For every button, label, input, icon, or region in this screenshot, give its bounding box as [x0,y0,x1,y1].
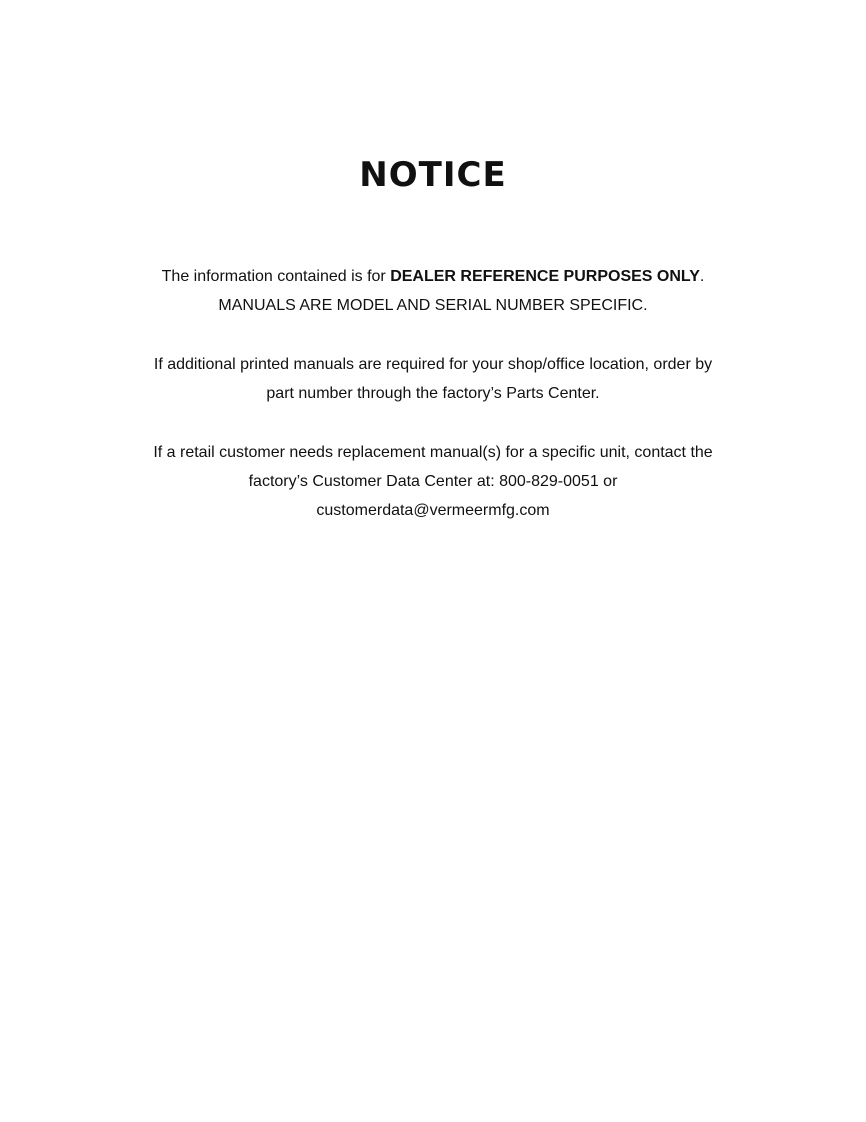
retail-customer-line-1: If a retail customer needs replacement manual(s) for a specific unit, contact the [153,444,713,461]
customer-data-email: customerdata@vermeermfg.com [316,502,550,519]
additional-manuals-line-2: part number through the factory’s Parts Center. [266,385,600,402]
dealer-reference-paragraph [100,262,766,320]
dealer-reference-prefix: The information contained is for [161,268,391,285]
page-title: NOTICE [359,155,507,195]
dealer-reference-suffix: . [699,268,705,285]
retail-customer-line-2: factory’s Customer Data Center at: 800-829-0051 or [248,473,618,490]
additional-manuals-line-1: If additional printed manuals are required for your shop/office location, order by [153,356,713,373]
dealer-reference-line [100,262,766,291]
dealer-reference-emphasis: DEALER REFERENCE PURPOSES ONLY [390,268,700,285]
retail-customer-paragraph [100,438,766,525]
additional-manuals-paragraph [100,350,766,408]
manuals-specific-line: MANUALS ARE MODEL AND SERIAL NUMBER SPECIFIC. [218,297,648,314]
